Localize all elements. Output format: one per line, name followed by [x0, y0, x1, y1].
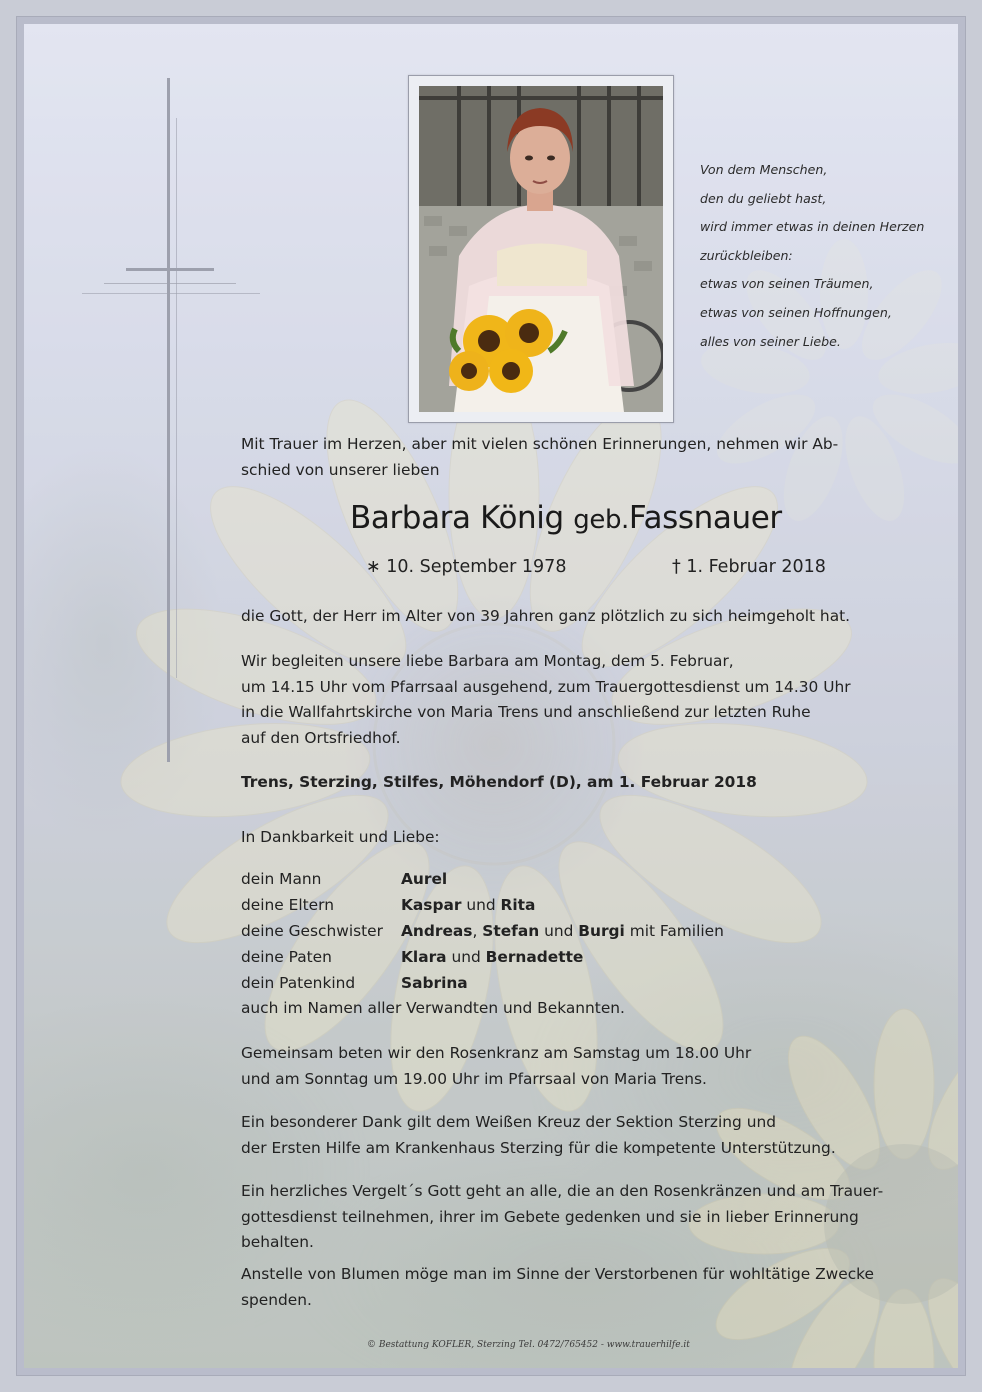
vergelts-text	[241, 1179, 883, 1256]
family-role: dein Mann	[241, 870, 322, 888]
age-line: die Gott, der Herr im Alter von 39 Jahren ganz plötzlich zu sich heimgeholt hat.	[241, 607, 851, 625]
cross-icon	[82, 78, 260, 762]
funeral-line: um 14.15 Uhr vom Pfarrsaal ausgehend, zum Trauergottesdienst um 14.30 Uhr	[241, 677, 851, 696]
vergelts-line: Ein herzliches Vergelt´s Gott geht an alle, die an den Rosenkränzen und am Trauer-	[241, 1182, 884, 1200]
birth-date: ∗ 10. September 1978	[366, 557, 567, 577]
family-name: Andreas	[401, 921, 473, 940]
vergelts-line: gottesdienst teilnehmen, ihrer im Gebete gedenken und sie in lieber Erinnerung	[241, 1207, 859, 1226]
funeral-details	[241, 649, 851, 751]
flowers-line: Anstelle von Blumen möge man im Sinne der Verstorbenen für wohltätige Zwecke	[241, 1265, 874, 1283]
family-names	[401, 867, 447, 893]
death-date: † 1. Februar 2018	[672, 557, 826, 577]
gratitude-heading: In Dankbarkeit und Liebe:	[241, 828, 440, 846]
quote-line: zurückbleiben:	[700, 247, 793, 263]
flowers-text	[241, 1262, 874, 1313]
family-name: Kaspar	[401, 895, 462, 914]
family-names	[401, 919, 724, 945]
memorial-quote	[700, 156, 950, 356]
family-role: deine Geschwister	[241, 921, 383, 940]
family-connector: und	[446, 947, 486, 966]
vergelts-line: behalten.	[241, 1233, 314, 1252]
place-date: Trens, Sterzing, Stilfes, Möhendorf (D), am 1. Februar 2018	[241, 773, 757, 791]
funeral-home-footer: © Bestattung KOFLER, Sterzing Tel. 0472/765452 - www.trauerhilfe.it	[367, 1340, 690, 1350]
portrait-frame	[408, 75, 674, 423]
quote-line: wird immer etwas in deinen Herzen	[700, 219, 925, 235]
quote-line: alles von seiner Liebe.	[700, 333, 841, 349]
obituary-card	[24, 24, 958, 1368]
flowers-line: spenden.	[241, 1290, 312, 1309]
full-name: Barbara König	[350, 500, 564, 536]
funeral-line: in die Wallfahrtskirche von Maria Trens und anschließend zur letzten Ruhe	[241, 703, 811, 722]
family-connector: ,	[472, 921, 483, 940]
family-connector: und	[539, 921, 579, 940]
relatives-text: auch im Namen aller Verwandten und Bekannten.	[241, 999, 625, 1018]
family-names	[401, 945, 583, 971]
family-name: Sabrina	[401, 973, 468, 992]
funeral-line: Wir begleiten unsere liebe Barbara am Montag, dem 5. Februar,	[241, 652, 734, 670]
family-role: dein Patenkind	[241, 973, 356, 992]
rosary-line: Gemeinsam beten wir den Rosenkranz am Samstag um 18.00 Uhr	[241, 1044, 752, 1062]
quote-line: etwas von seinen Hoffnungen,	[700, 304, 892, 320]
intro-line: Mit Trauer im Herzen, aber mit vielen schönen Erinnerungen, nehmen wir Ab-	[241, 435, 839, 453]
family-role: deine Eltern	[241, 895, 334, 914]
family-names	[401, 893, 535, 919]
thanks-text	[241, 1110, 836, 1161]
intro-line: schied von unserer lieben	[241, 460, 440, 479]
thanks-line: der Ersten Hilfe am Krankenhaus Sterzing für die kompetente Unterstützung.	[241, 1138, 836, 1157]
family-connector: und	[461, 895, 501, 914]
family-name: Aurel	[401, 870, 448, 888]
funeral-line: auf den Ortsfriedhof.	[241, 728, 401, 747]
family-names	[401, 971, 468, 997]
family-connector: mit Familien	[624, 921, 724, 940]
quote-line: den du geliebt hast,	[700, 190, 827, 206]
family-name: Bernadette	[485, 947, 584, 966]
family-role: deine Paten	[241, 947, 332, 966]
quote-line: etwas von seinen Träumen,	[700, 276, 874, 292]
portrait-photo	[419, 86, 663, 412]
intro-text	[241, 432, 838, 483]
family-name: Stefan	[482, 921, 540, 940]
thanks-line: Ein besonderer Dank gilt dem Weißen Kreuz der Sektion Sterzing und	[241, 1113, 776, 1131]
rosary-text	[241, 1041, 751, 1092]
family-name: Rita	[500, 895, 536, 914]
deceased-name	[350, 496, 782, 542]
geb-label: geb.	[573, 505, 629, 535]
quote-line: Von dem Menschen,	[700, 162, 828, 177]
maiden-name: Fassnauer	[628, 500, 782, 536]
rosary-line: und am Sonntag um 19.00 Uhr im Pfarrsaal von Maria Trens.	[241, 1069, 707, 1088]
family-name: Burgi	[578, 921, 625, 940]
family-name: Klara	[401, 947, 447, 966]
